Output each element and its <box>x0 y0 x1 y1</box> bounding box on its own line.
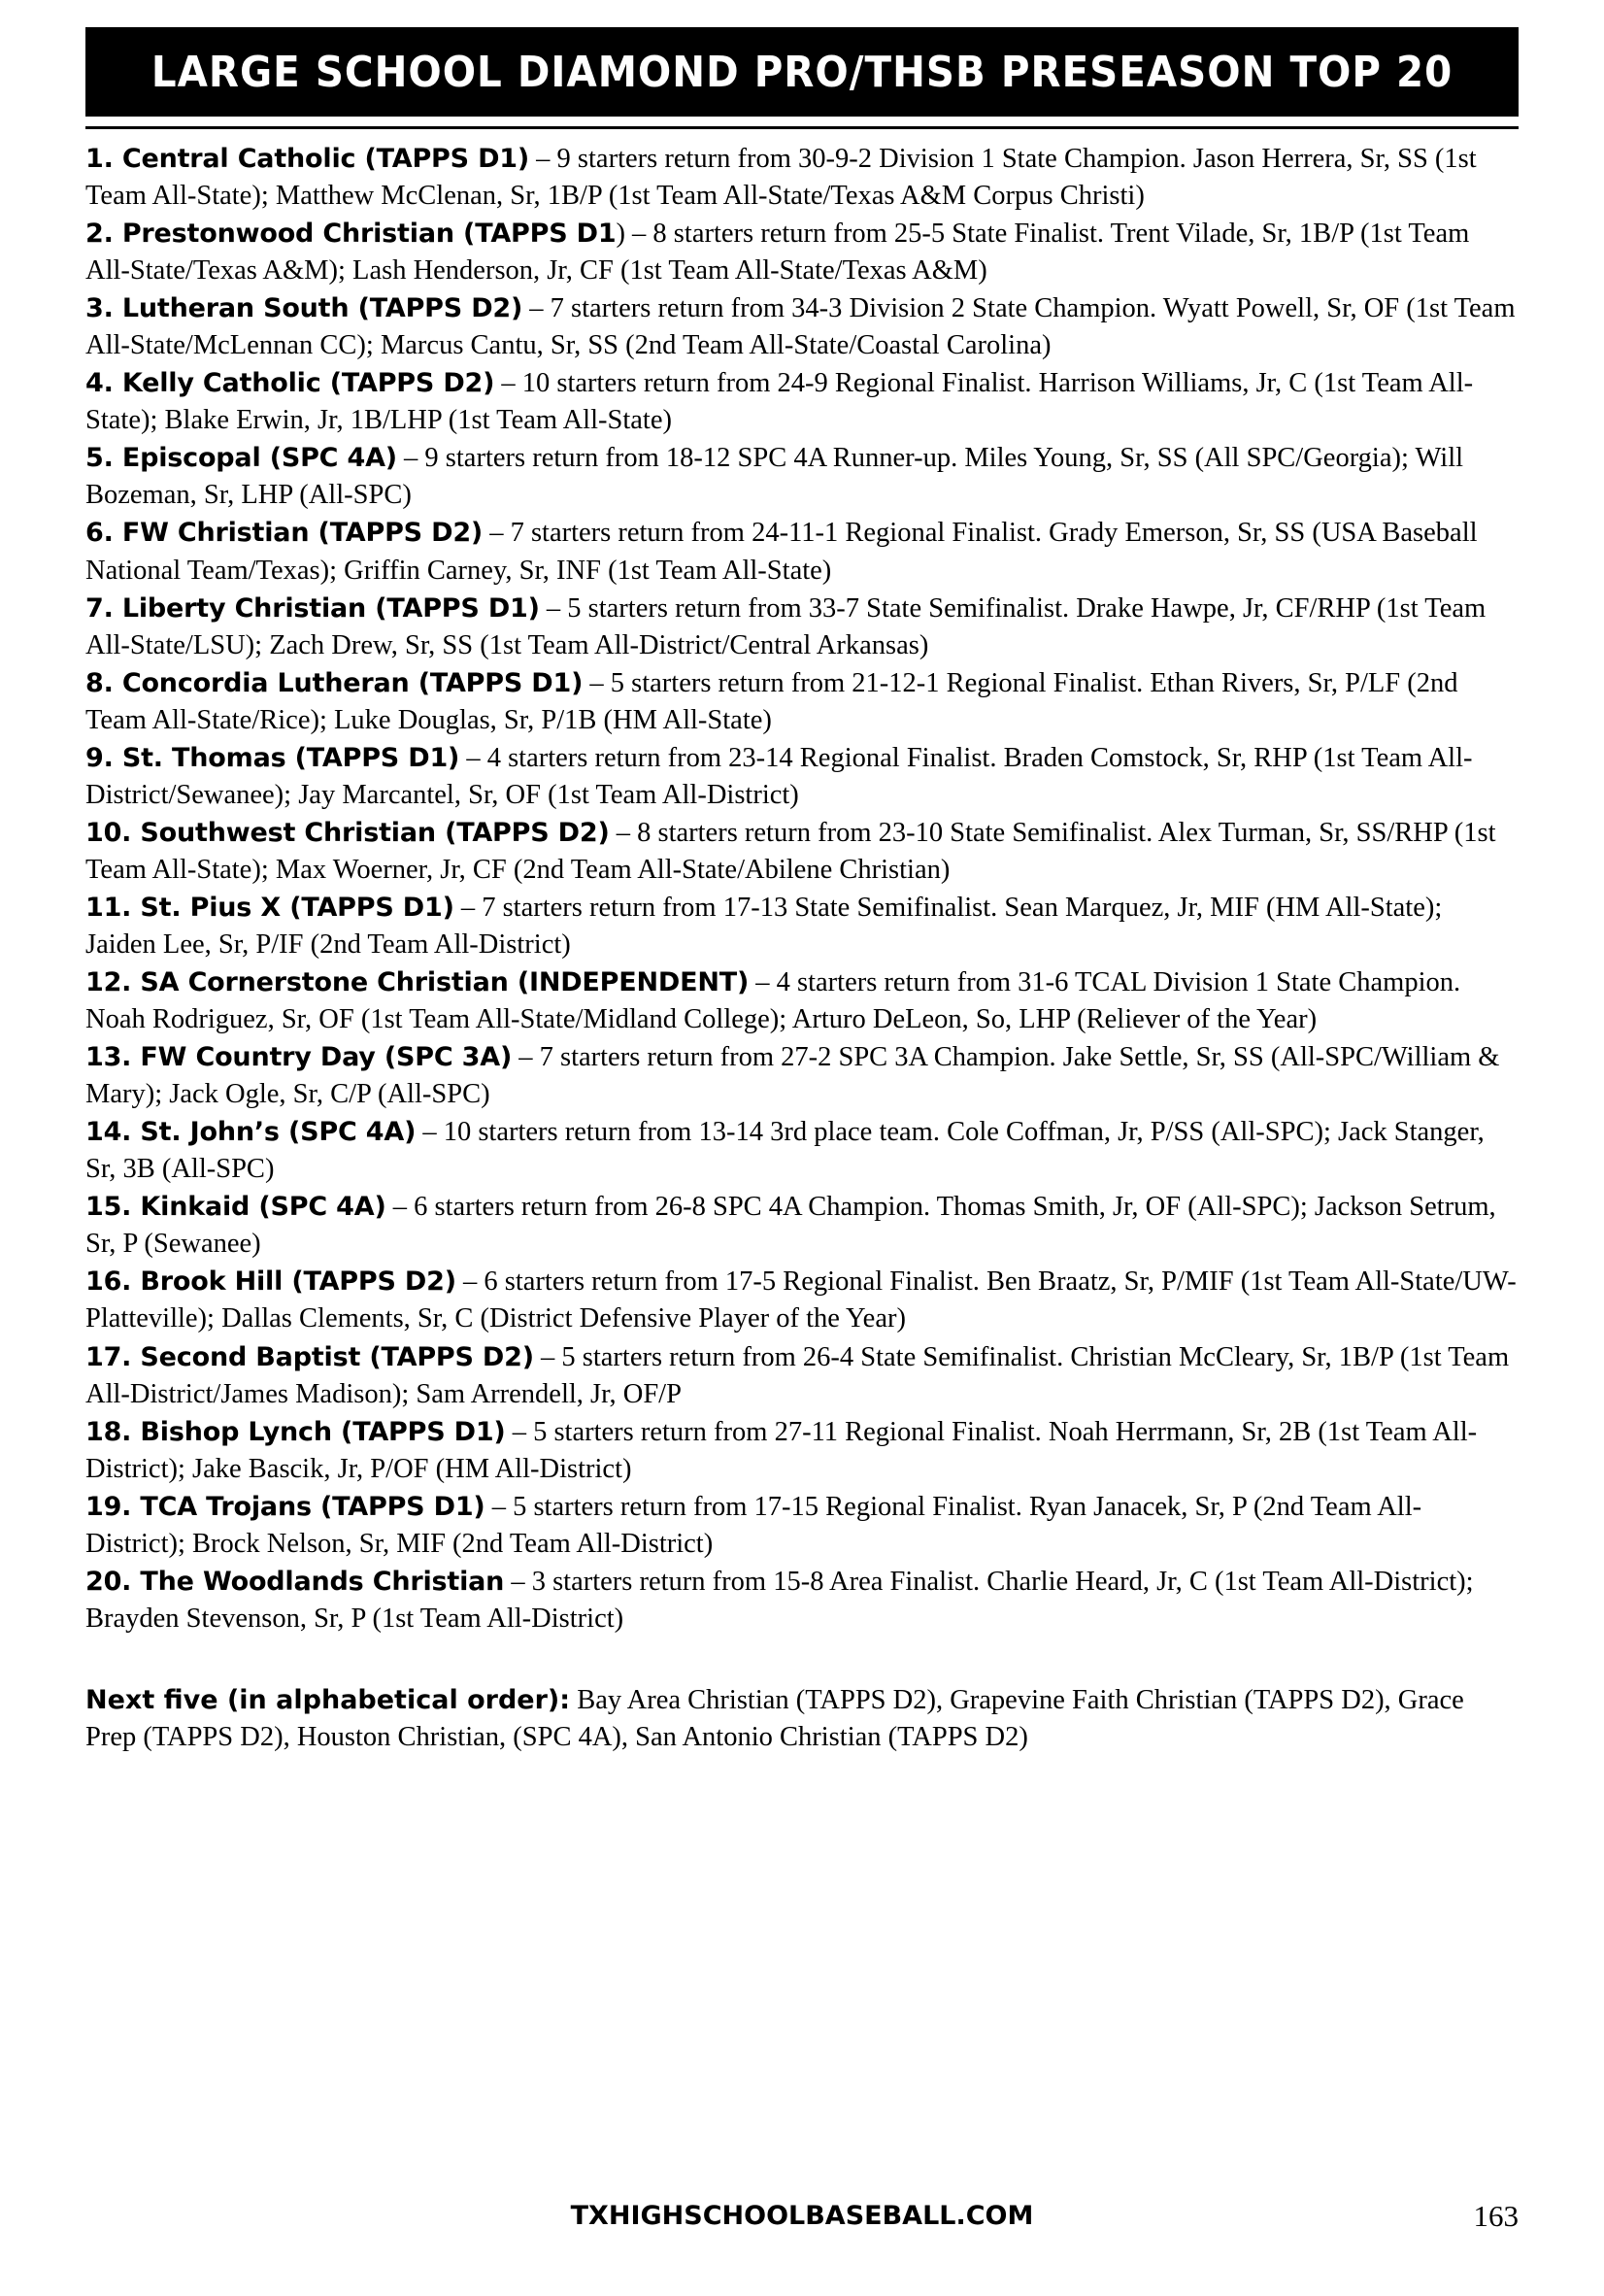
team-name: 7. Liberty Christian (TAPPS D1) <box>85 592 540 624</box>
team-name: 17. Second Baptist (TAPPS D2) <box>85 1341 534 1372</box>
team-detail: – 8 starters return from 23-10 State Semifinalist. Alex Turman, Sr, SS/RHP (1st Team All-State); Max Woerner, Jr, CF (2nd Team All-State/Abilene Christian) <box>85 817 1496 885</box>
list-item <box>85 1189 1519 1263</box>
list-item <box>85 1414 1519 1488</box>
team-detail: – 3 starters return from 15-8 Area Finalist. Charlie Heard, Jr, C (1st Team All-District); Brayden Stevenson, Sr, P (1st Team All-District) <box>85 1566 1474 1634</box>
document-page <box>0 27 1604 2296</box>
list-item <box>85 216 1519 289</box>
team-detail: – 5 starters return from 27-11 Regional Finalist. Noah Herrmann, Sr, 2B (1st Team All-District); Jake Bascik, Jr, P/OF (HM All-District) <box>85 1416 1478 1484</box>
team-name: 5. Episcopal (SPC 4A) <box>85 443 397 474</box>
list-item <box>85 665 1519 739</box>
team-detail: – 7 starters return from 17-13 State Semifinalist. Sean Marquez, Jr, MIF (HM All-State); Jaiden Lee, Sr, P/IF (2nd Team All-District) <box>85 892 1443 960</box>
team-detail: – 6 starters return from 26-8 SPC 4A Champion. Thomas Smith, Jr, OF (All-SPC); Jackson Setrum, Sr, P (Sewanee) <box>85 1192 1496 1260</box>
list-item <box>85 365 1519 439</box>
list-item <box>85 815 1519 889</box>
list-item <box>85 740 1519 814</box>
team-detail: – 5 starters return from 33-7 State Semifinalist. Drake Hawpe, Jr, CF/RHP (1st Team All-State/LSU); Zach Drew, Sr, SS (1st Team All-District/Central Arkansas) <box>85 592 1487 660</box>
team-detail: ) – 8 starters return from 25-5 State Finalist. Trent Vilade, Sr, 1B/P (1st Team All-State/Texas A&M); Lash Henderson, Jr, CF (1st Team All-State/Texas A&M) <box>85 219 1470 287</box>
team-name: 18. Bishop Lynch (TAPPS D1) <box>85 1416 506 1447</box>
team-detail: – 7 starters return from 34-3 Division 2 State Champion. Wyatt Powell, Sr, OF (1st Team All-State/McLennan CC); Marcus Cantu, Sr, SS (2nd Team All-State/Coastal Carolina) <box>85 293 1516 361</box>
page-title: LARGE SCHOOL DIAMOND PRO/THSB PRESEASON TOP 20 <box>150 47 1454 97</box>
list-item <box>85 1264 1519 1337</box>
page-header-banner <box>85 27 1519 117</box>
list-item <box>85 440 1519 514</box>
team-name: 10. Southwest Christian (TAPPS D2) <box>85 817 610 848</box>
page-number: 163 <box>1473 2199 1519 2233</box>
next-five-label: Next five (in alphabetical order): <box>85 1684 571 1715</box>
next-five-section <box>85 1682 1519 1756</box>
footer-website: TXHIGHSCHOOLBASEBALL.COM <box>570 2201 1034 2231</box>
team-detail: – 4 starters return from 31-6 TCAL Division 1 State Champion. Noah Rodriguez, Sr, OF (1st Team All-State/Midland College); Arturo DeLeon, So, LHP (Reliever of the Year) <box>85 967 1461 1035</box>
team-name: 20. The Woodlands Christian <box>85 1566 505 1597</box>
next-five-text: Bay Area Christian (TAPPS D2), Grapevine Faith Christian (TAPPS D2), Grace Prep (TAPPS D2), Houston Christian, (SPC 4A), San Antonio Christian (TAPPS D2) <box>85 1684 1464 1752</box>
list-item <box>85 964 1519 1038</box>
list-item <box>85 290 1519 364</box>
team-name: 11. St. Pius X (TAPPS D1) <box>85 892 454 923</box>
list-item <box>85 515 1519 589</box>
team-detail: – 7 starters return from 27-2 SPC 3A Champion. Jake Settle, Sr, SS (All-SPC/William & Mary); Jack Ogle, Sr, C/P (All-SPC) <box>85 1042 1500 1110</box>
team-detail: – 9 starters return from 18-12 SPC 4A Runner-up. Miles Young, Sr, SS (All SPC/Georgia); Will Bozeman, Sr, LHP (All-SPC) <box>85 443 1464 511</box>
list-item <box>85 1114 1519 1188</box>
team-detail: – 9 starters return from 30-9-2 Division 1 State Champion. Jason Herrera, Sr, SS (1st Team All-State); Matthew McClenan, Sr, 1B/P (1st Team All-State/Texas A&M Corpus Christi) <box>85 144 1477 212</box>
page-footer <box>0 2201 1604 2240</box>
team-name: 12. SA Cornerstone Christian (INDEPENDENT) <box>85 967 750 998</box>
team-name: 19. TCA Trojans (TAPPS D1) <box>85 1491 485 1522</box>
team-detail: – 4 starters return from 23-14 Regional Finalist. Braden Comstock, Sr, RHP (1st Team All-District/Sewanee); Jay Marcantel, Sr, OF (1st Team All-District) <box>85 742 1473 810</box>
team-name: 3. Lutheran South (TAPPS D2) <box>85 293 523 324</box>
team-detail: – 10 starters return from 24-9 Regional Finalist. Harrison Williams, Jr, C (1st Team All-State); Blake Erwin, Jr, 1B/LHP (1st Team All-State) <box>85 368 1474 436</box>
team-name: 15. Kinkaid (SPC 4A) <box>85 1192 386 1223</box>
team-name: 2. Prestonwood Christian (TAPPS D1 <box>85 219 617 250</box>
team-name: 1. Central Catholic (TAPPS D1) <box>85 144 530 174</box>
team-name: 4. Kelly Catholic (TAPPS D2) <box>85 368 495 399</box>
team-name: 16. Brook Hill (TAPPS D2) <box>85 1266 456 1298</box>
team-name: 14. St. John’s (SPC 4A) <box>85 1117 417 1148</box>
list-item <box>85 1489 1519 1563</box>
team-name: 13. FW Country Day (SPC 3A) <box>85 1042 513 1073</box>
team-detail: – 5 starters return from 17-15 Regional Finalist. Ryan Janacek, Sr, P (2nd Team All-District); Brock Nelson, Sr, MIF (2nd Team All-District) <box>85 1491 1422 1559</box>
list-item <box>85 1339 1519 1413</box>
list-item <box>85 890 1519 963</box>
list-item <box>85 591 1519 664</box>
team-name: 9. St. Thomas (TAPPS D1) <box>85 742 460 773</box>
list-item <box>85 1039 1519 1113</box>
team-name: 6. FW Christian (TAPPS D2) <box>85 518 484 549</box>
team-detail: – 5 starters return from 26-4 State Semifinalist. Christian McCleary, Sr, 1B/P (1st Team All-District/James Madison); Sam Arrendell, Jr, OF/P <box>85 1341 1510 1409</box>
header-divider <box>85 126 1519 129</box>
list-item <box>85 1564 1519 1638</box>
team-name: 8. Concordia Lutheran (TAPPS D1) <box>85 667 584 698</box>
rankings-list <box>85 141 1519 1756</box>
list-item <box>85 141 1519 215</box>
team-detail: – 10 starters return from 13-14 3rd place team. Cole Coffman, Jr, P/SS (All-SPC); Jack Stanger, Sr, 3B (All-SPC) <box>85 1117 1485 1185</box>
team-detail: – 5 starters return from 21-12-1 Regional Finalist. Ethan Rivers, Sr, P/LF (2nd Team All-State/Rice); Luke Douglas, Sr, P/1B (HM All-State) <box>85 667 1458 735</box>
team-detail: – 6 starters return from 17-5 Regional Finalist. Ben Braatz, Sr, P/MIF (1st Team All-State/UW-Platteville); Dallas Clements, Sr, C (District Defensive Player of the Year) <box>85 1266 1517 1334</box>
team-detail: – 7 starters return from 24-11-1 Regional Finalist. Grady Emerson, Sr, SS (USA Baseball National Team/Texas); Griffin Carney, Sr, INF (1st Team All-State) <box>85 518 1478 586</box>
